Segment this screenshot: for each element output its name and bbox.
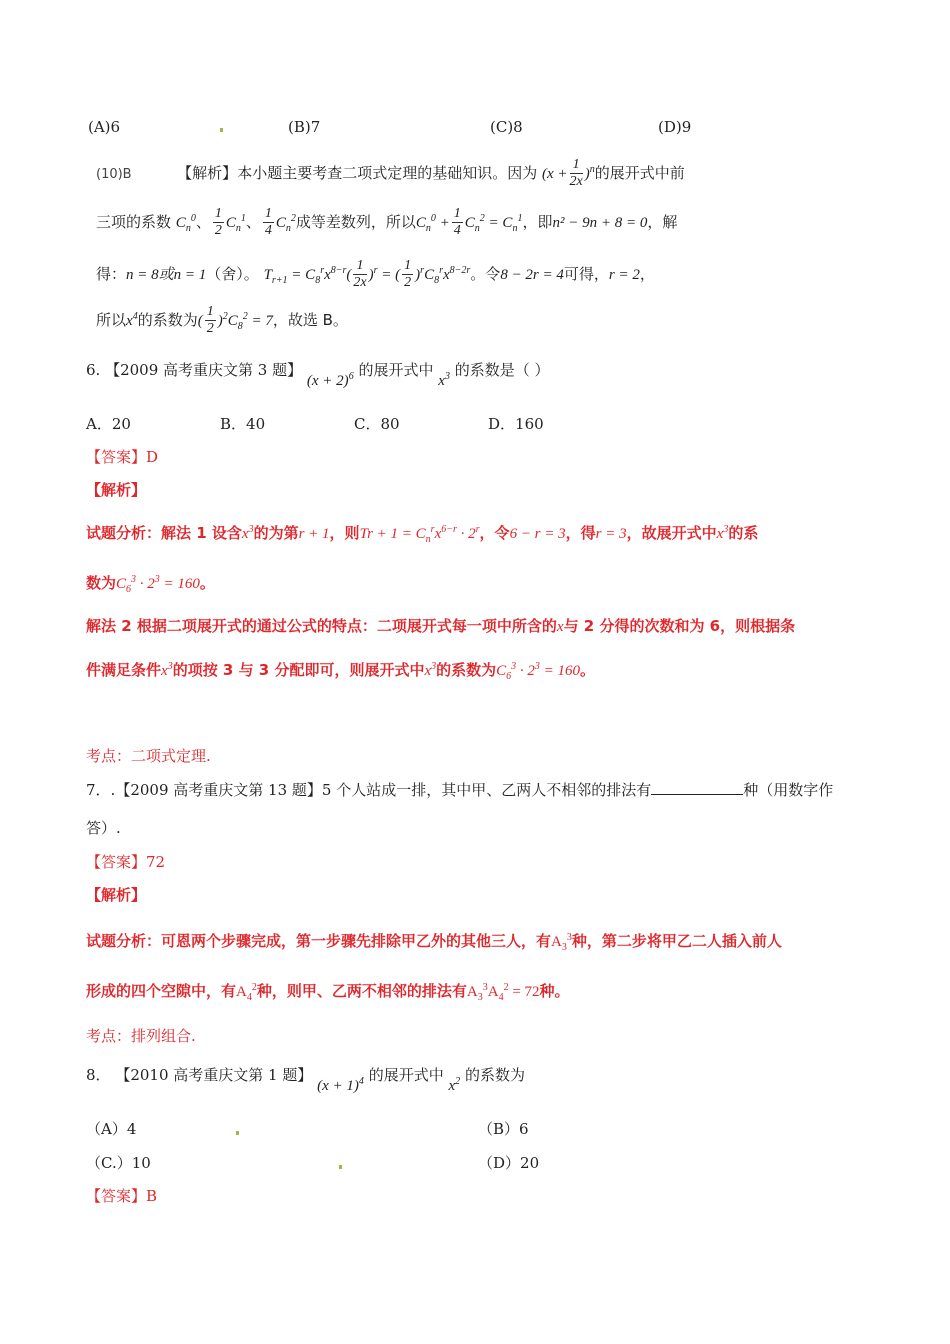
q5-equation: n² − 9n + 8 = 0 <box>552 215 648 231</box>
q5-analysis-line3: 得：n = 8或n = 1（舍）。 $T_{r+1} = C_8^rx^{8-r}$( $\frac{1}{2x}$ )$^r$ = ( $\frac{1}{2}$ )$^rC_8^rx^{8-2r}$。令8 − 2r = 4可得，r = 2， <box>96 258 655 290</box>
q6-solution-text: 的为第 <box>253 524 299 542</box>
q6-option-b: B．40 <box>220 415 266 433</box>
q7-solution-text: 种，则甲、乙两不相邻的排法有 <box>256 982 467 1000</box>
q6-solution-text: 的系 <box>728 524 759 542</box>
q7-analysis-label: 【解析】 <box>86 886 147 904</box>
q7-solution-line2: 形成的四个空隙中，有$A_4^2$种，则甲、乙两不相邻的排法有$A_3^3A_4^2 = 72$种。 <box>86 982 570 1003</box>
q6-answer: 【答案】D <box>86 448 159 466</box>
q5-analysis-line4: 所以$x^4$的系数为( $\frac{1}{2}$ )$^2C_8^2 = 7$，故选 B。 <box>96 304 348 336</box>
q5-analysis-text: ，解 <box>647 213 678 231</box>
q6-expression: $(x + 2)^6$ <box>306 371 354 389</box>
q5-analysis-text: ，即 <box>522 213 553 231</box>
q5-analysis-text: ， <box>639 265 655 283</box>
q5-analysis-text: 三项的系数 <box>96 213 172 231</box>
q6-solution-text: 解法 2 根据二项展开式的通过公式的特点：二项展开式每一项中所含的 <box>86 617 557 635</box>
q6-solution-text: 件满足条件 <box>86 661 162 679</box>
q5-analysis-line1: (10)B 【解析】本小题主要考查二项式定理的基础知识。因为 (x + $\frac{1}{2x}$ )$^n$的展开式中前 <box>96 157 685 189</box>
q6-number: 6. <box>86 361 101 379</box>
q5-option-b: (B)7 <box>288 118 321 136</box>
q7-source: .【2009 高考重庆文第 13 题】 <box>110 781 322 799</box>
answer-blank <box>651 780 743 795</box>
q6-solution-text: 与 2 分得的次数和为 6，则根据条 <box>563 617 796 635</box>
q5-equation: 8 − 2r = 4 <box>500 267 564 283</box>
q8-source: 【2010 高考重庆文第 1 题】 <box>115 1066 313 1084</box>
q7-answer: 【答案】72 <box>86 853 166 871</box>
q7-stem-line2: 答）. <box>86 819 121 837</box>
q8-answer: 【答案】B <box>86 1187 158 1205</box>
q6-solution-line4: 件满足条件$x^3$的项按 3 与 3 分配即可，则展开式中$x^3$的系数为$C_6^3 \cdot 2^3 = 160$。 <box>86 661 596 682</box>
q5-option-c: (C)8 <box>490 118 523 136</box>
q7-solution-text: 形成的四个空隙中，有 <box>86 982 237 1000</box>
q6-solution-line2: 数为$C_6^3 \cdot 2^3 = 160$。 <box>86 574 215 595</box>
q8-text: 的系数为 <box>464 1066 525 1084</box>
q8-option-b: （B）6 <box>478 1120 529 1138</box>
q5-analysis-text: ，故选 B。 <box>272 311 348 329</box>
q8-stem: 8． 【2010 高考重庆文第 1 题】 $(x + 1)^4$ 的展开式中 $x^2$ 的系数为 <box>86 1066 525 1094</box>
q6-solution-line3: 解法 2 根据二项展开式的通过公式的特点：二项展开式每一项中所含的x与 2 分得的次数和为 6，则根据条 <box>86 617 796 635</box>
q6-solution-text: ，令 <box>479 524 510 542</box>
q5-option-d: (D)9 <box>658 118 692 136</box>
q7-text: 5 个人站成一排，其中甲、乙两人不相邻的排法有 <box>321 781 652 799</box>
q6-solution-text: 。 <box>199 574 215 592</box>
q5-analysis-label: 【解析】 <box>177 164 238 182</box>
q6-option-d: D．160 <box>488 415 544 433</box>
q5-equation: r = 2 <box>608 267 640 283</box>
q5-analysis-text: 得： <box>96 265 127 283</box>
q6-stem: 6. 【2009 高考重庆文第 3 题】 $(x + 2)^6$ 的展开式中 $x^3$ 的系数是（ ） <box>86 361 550 389</box>
q5-binomial-expr: (x + <box>541 166 568 182</box>
q5-analysis-text: 可得， <box>563 265 609 283</box>
q7-solution-text: 试题分析：可恩两个步骤完成，第一步骤先排除甲乙外的其他三人，有 <box>86 932 552 950</box>
q8-expression: $(x + 1)^4$ <box>317 1076 364 1094</box>
q5-tag: (10)B <box>96 167 132 182</box>
q6-source: 【2009 高考重庆文第 3 题】 <box>105 361 303 379</box>
q6-text: 的展开式中 <box>358 361 434 379</box>
decorative-dot <box>339 1165 342 1169</box>
decorative-dot <box>236 1131 239 1135</box>
q6-option-c: C．80 <box>354 415 400 433</box>
q6-solution-line1: 试题分析：解法 1 设含$x^3$的为第r + 1，则$Tr + 1 = C_n^rx^{6-r} \cdot 2^r$，令6 − r = 3，得r = 3，故展开式中$x^3$的系 <box>86 524 759 545</box>
decorative-dot <box>220 128 223 132</box>
q5-analysis-text: 本小题主要考查二项式定理的基础知识。因为 <box>237 164 538 182</box>
q7-stem-line1 <box>86 780 833 800</box>
q8-option-c: （C.）10 <box>86 1154 151 1172</box>
q6-solution-text: ，则 <box>329 524 360 542</box>
q5-analysis-text: （舍）。 <box>206 265 259 283</box>
fraction: $\frac{1}{2x}$ <box>569 157 583 189</box>
q5-analysis-text: 的系数为 <box>137 311 198 329</box>
q5-analysis-text: 的展开式中前 <box>594 164 685 182</box>
q7-kaodian: 考点：排列组合. <box>86 1027 196 1045</box>
q8-option-d: （D）20 <box>478 1154 540 1172</box>
q6-solution-text: 试题分析：解法 1 设含 <box>86 524 242 542</box>
q5-analysis-text: 成等差数列，所以 <box>295 213 416 231</box>
q5-equation: n = 8或n = 1 <box>126 267 207 283</box>
q7-solution-line1: 试题分析：可恩两个步骤完成，第一步骤先排除甲乙外的其他三人，有$A_3^3$种，第二步将甲乙二人插入前人 <box>86 932 782 953</box>
q5-analysis-text: 。令 <box>470 265 501 283</box>
q7-text: 种（用数字作 <box>743 781 834 799</box>
q6-text: 的系数是（ ） <box>454 361 550 379</box>
q8-number: 8． <box>86 1066 111 1084</box>
q7-solution-text: 种，第二步将甲乙二人插入前人 <box>571 932 782 950</box>
q5-analysis-line2: 三项的系数 $C_n^0$、 $\frac{1}{2}$ $C_n^1$、 $\frac{1}{4}$ $C_n^2$成等差数列，所以$C_n^0$ + $\frac{1}{4}$ $C_n^2 = C_n^1$，即n² − 9n + 8 = 0，解 <box>96 206 678 238</box>
q7-number: 7． <box>86 781 111 799</box>
q6-solution-text: ，故展开式中 <box>626 524 717 542</box>
q8-option-a: （A）4 <box>86 1120 137 1138</box>
q6-solution-text: ，得 <box>565 524 596 542</box>
q7-solution-text: 种。 <box>539 982 570 1000</box>
q5-analysis-text: 所以 <box>96 311 127 329</box>
q6-solution-text: 数为 <box>86 574 117 592</box>
q6-solution-text: 。 <box>580 661 596 679</box>
q8-text: 的展开式中 <box>368 1066 444 1084</box>
q5-option-a: (A)6 <box>88 118 121 136</box>
q6-solution-text: 的系数为 <box>436 661 497 679</box>
q6-analysis-label: 【解析】 <box>86 481 147 499</box>
q6-solution-text: 的项按 3 与 3 分配即可，则展开式中 <box>172 661 425 679</box>
q6-option-a: A．20 <box>86 415 131 433</box>
q6-kaodian: 考点：二项式定理. <box>86 747 211 765</box>
